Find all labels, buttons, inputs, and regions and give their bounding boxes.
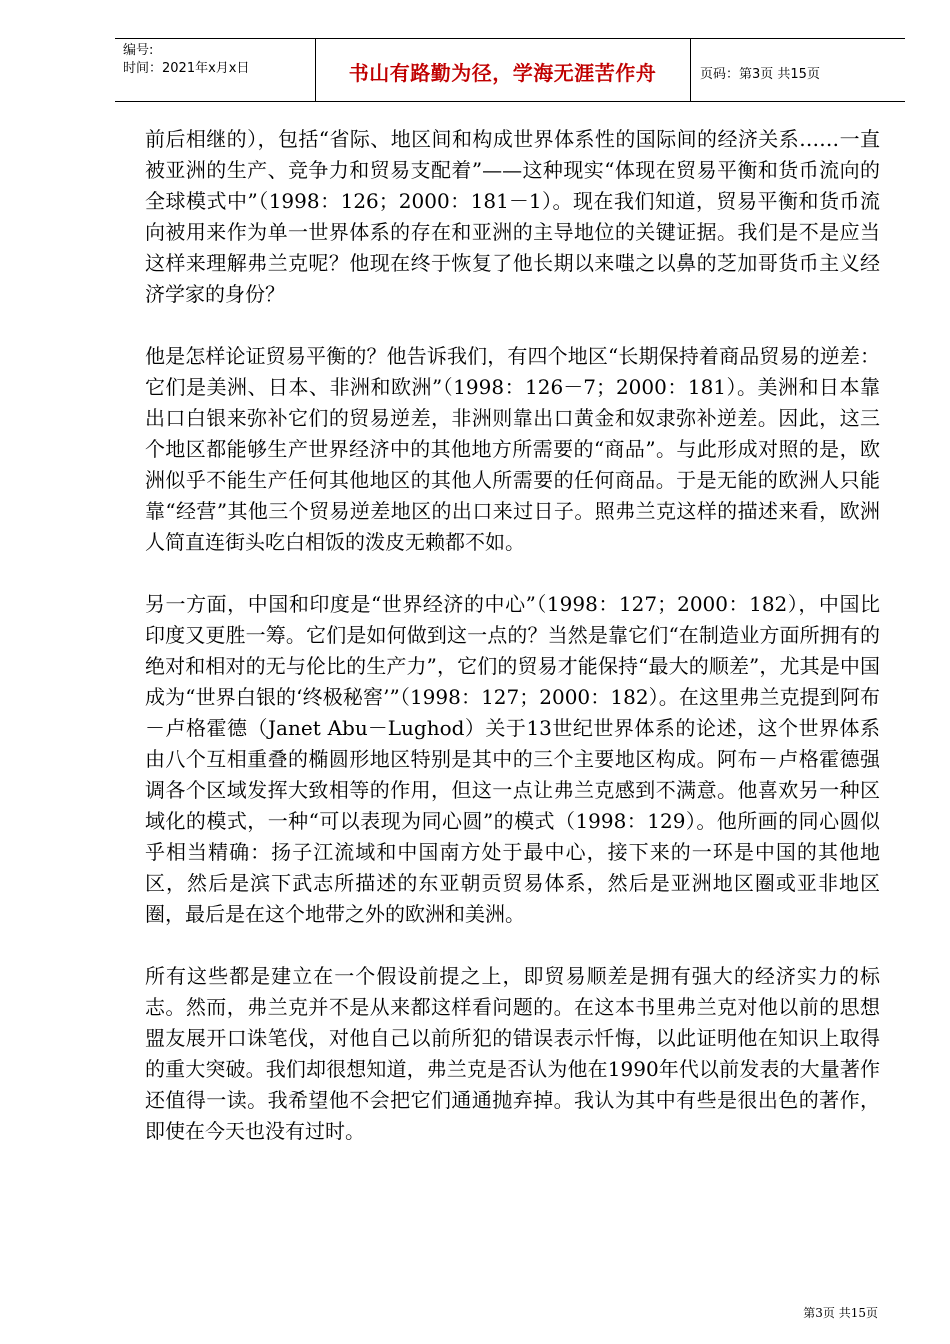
header-page-cell (690, 39, 905, 101)
doc-time-label: 时间：2021年x月x日 (123, 61, 250, 76)
paragraph-4: 所有这些都是建立在一个假设前提之上，即贸易顺差是拥有强大的经济实力的标志。然而，弗兰克并不是从来都这样看问题的。在这本书里弗兰克对他以前的思想盟友展开口诛笔伐，对他自己以前所犯的错误表示忏悔，以此证明他在知识上取得的重大突破。我们却很想知道，弗兰克是否认为他在1990年代以前发表的大量著作还值得一读。我希望他不会把它们通通抛弃掉。我认为其中有些是很出色的著作，即使在今天也没有过时。 (145, 964, 880, 1143)
doc-number-label: 编号: (123, 43, 154, 58)
header-page-info: 页码：第3页 共15页 (700, 67, 820, 82)
page-footer: 第3页 共15页 (803, 1306, 878, 1320)
document-body (145, 124, 880, 1178)
page-header (115, 38, 905, 102)
paragraph-1: 前后相继的），包括“省际、地区间和构成世界体系性的国际间的经济关系……一直被亚洲的生产、竞争力和贸易支配着”——这种现实“体现在贸易平衡和货币流向的全球模式中”（1998：126；2000：181－1）。现在我们知道，贸易平衡和货币流向被用来作为单一世界体系的存在和亚洲的主导地位的关键证据。我们是不是应当这样来理解弗兰克呢？他现在终于恢复了他长期以来嗤之以鼻的芝加哥货币主义经济学家的身份？ (145, 127, 880, 306)
header-motto-cell (315, 39, 691, 101)
motto-text: 书山有路勤为径，学海无涯苦作舟 (348, 61, 657, 85)
paragraph-3: 另一方面，中国和印度是“世界经济的中心”（1998：127；2000：182），中国比印度又更胜一筹。它们是如何做到这一点的？当然是靠它们“在制造业方面所拥有的绝对和相对的无与伦比的生产力”，它们的贸易才能保持“最大的顺差”，尤其是中国成为“世界白银的‘终极秘窖’”（1998：127；2000：182）。在这里弗兰克提到阿布－卢格霍德（Janet Abu－Lughod）关于13世纪世界体系的论述，这个世界体系由八个互相重叠的椭圆形地区特别是其中的三个主要地区构成。阿布－卢格霍德强调各个区域发挥大致相等的作用，但这一点让弗兰克感到不满意。他喜欢另一种区域化的模式，一种“可以表现为同心圆”的模式（1998：129）。他所画的同心圆似乎相当精确：扬子江流域和中国南方处于最中心，接下来的一环是中国的其他地区，然后是滨下武志所描述的东亚朝贡贸易体系，然后是亚洲地区圈或亚非地区圈，最后是在这个地带之外的欧洲和美洲。 (145, 592, 880, 926)
header-meta-cell (115, 39, 316, 101)
paragraph-2: 他是怎样论证贸易平衡的？他告诉我们，有四个地区“长期保持着商品贸易的逆差：它们是美洲、日本、非洲和欧洲”（1998：126－7；2000：181）。美洲和日本靠出口白银来弥补它们的贸易逆差，非洲则靠出口黄金和奴隶弥补逆差。因此，这三个地区都能够生产世界经济中的其他地方所需要的“商品”。与此形成对照的是，欧洲似乎不能生产任何其他地区的其他人所需要的任何商品。于是无能的欧洲人只能靠“经营”其他三个贸易逆差地区的出口来过日子。照弗兰克这样的描述来看，欧洲人简直连街头吃白相饭的泼皮无赖都不如。 (145, 344, 880, 554)
